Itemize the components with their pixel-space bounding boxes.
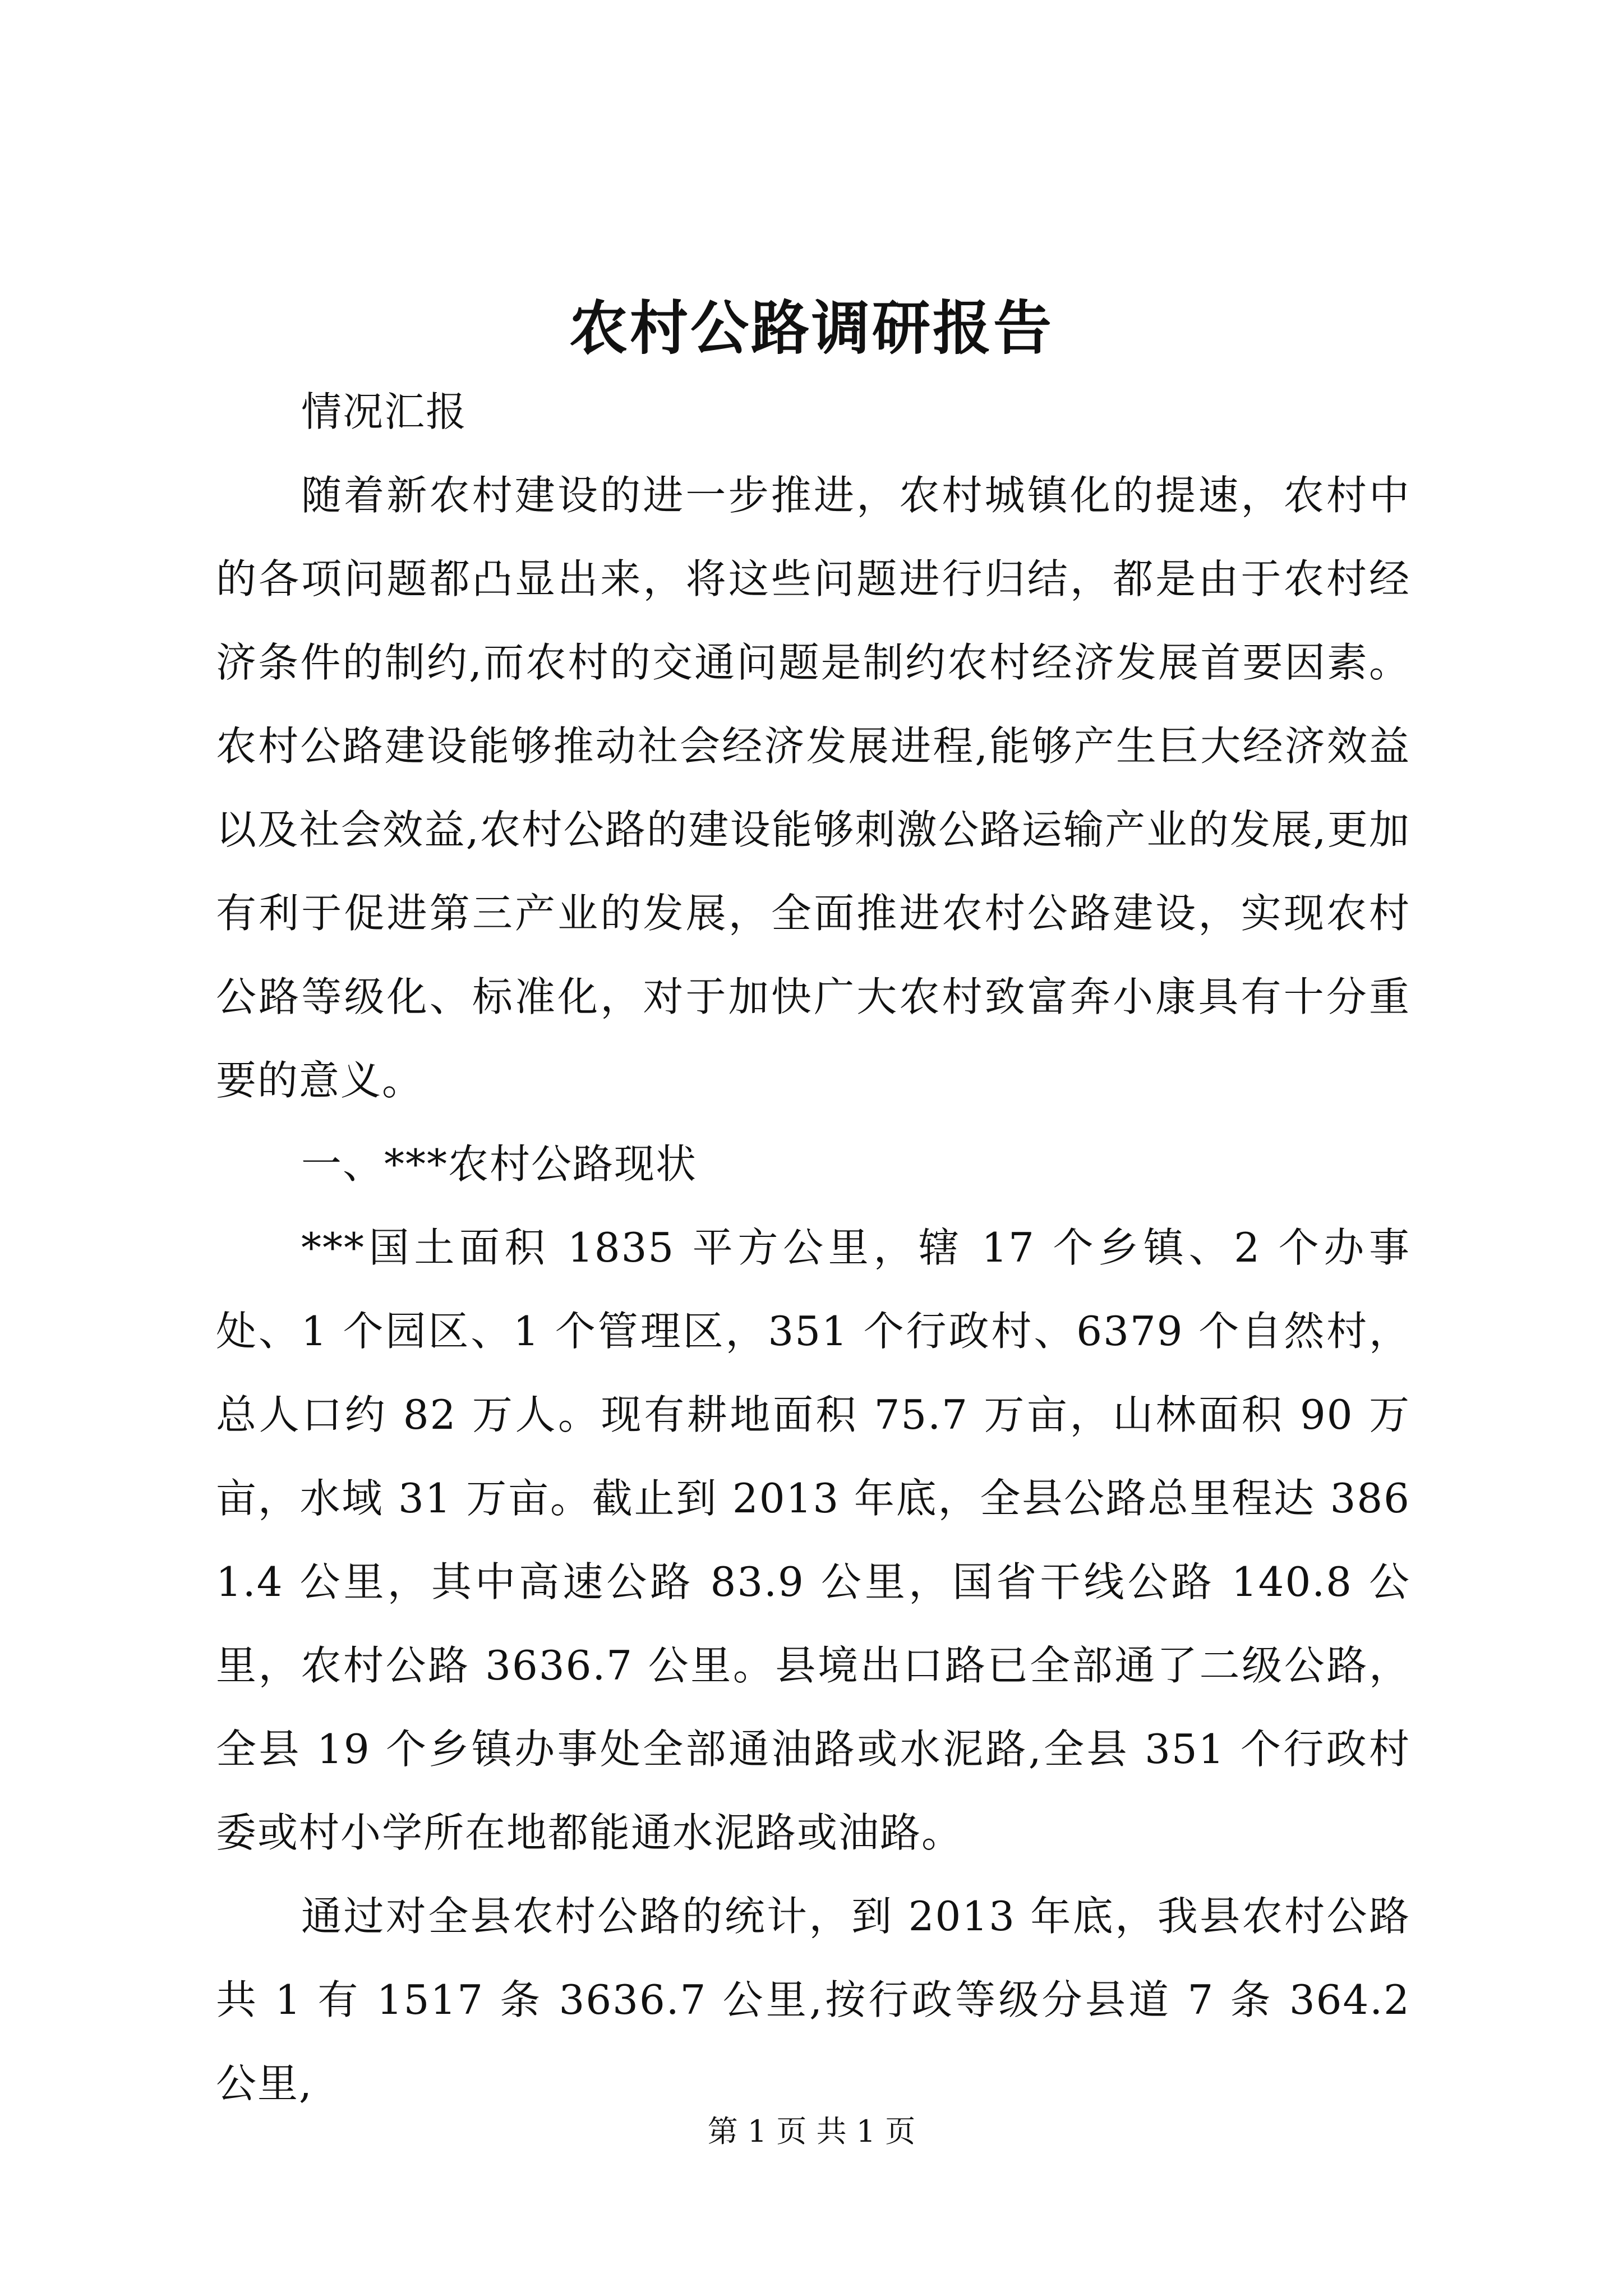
- section-heading-situation: 情况汇报: [301, 388, 468, 435]
- paragraph-statistics: 通过对全县农村公路的统计，到 2013 年底，我县农村公路共 1 有 1517 条 3636.7 公里,按行政等级分县道 7 条 364.2 公里,: [216, 1893, 1410, 2107]
- section-heading-status: 一、***农村公路现状: [301, 1140, 698, 1188]
- page-footer: 第 1 页 共 1 页: [707, 2114, 916, 2149]
- document-body: [216, 370, 1410, 2125]
- document-title: 农村公路调研报告: [569, 293, 1054, 362]
- paragraph-county-facts: ***国土面积 1835 平方公里，辖 17 个乡镇、2 个办事处、1 个园区、1 个管理区，351 个行政村、6379 个自然村，总人口约 82 万人。现有耕地面积 75.7 万亩，山林面积 90 万亩，水域 31 万亩。截止到 2013 年底，全县公路总里程达 3861.4 公里，其中高速公路 83.9 公里，国省干线公路 140.8 公里，农村公路 3636.7 公里。县境出口路已全部通了二级公路，全县 19 个乡镇办事处全部通油路或水泥路,全县 351 个行政村委或村小学所在地都能通水泥路或油路。: [216, 1224, 1410, 1856]
- paragraph-intro: 随着新农村建设的进一步推进，农村城镇化的提速，农村中的各项问题都凸显出来，将这些问题进行归结，都是由于农村经济条件的制约,而农村的交通问题是制约农村经济发展首要因素。农村公路建设能够推动社会经济发展进程,能够产生巨大经济效益以及社会效益,农村公路的建设能够刺激公路运输产业的发展,更加有利于促进第三产业的发展，全面推进农村公路建设，实现农村公路等级化、标准化，对于加快广大农村致富奔小康具有十分重要的意义。: [216, 472, 1410, 1104]
